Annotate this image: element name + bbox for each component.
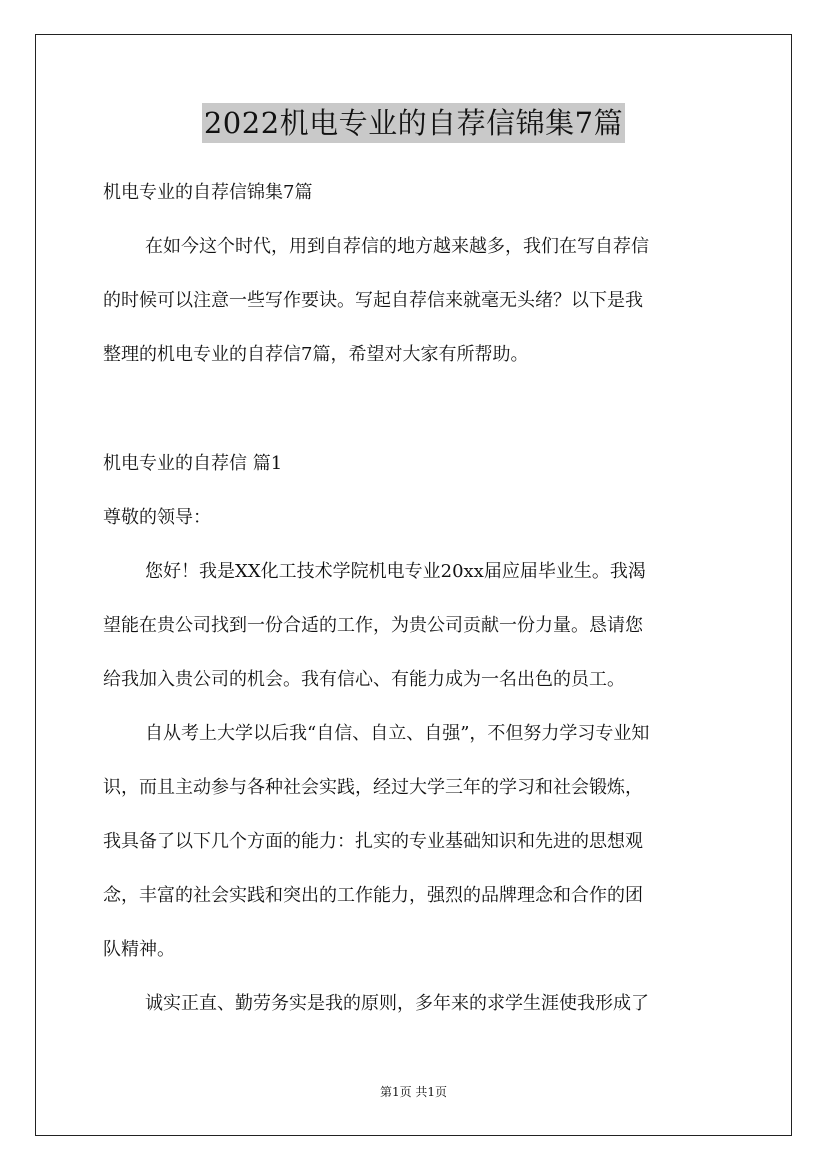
salutation: 尊敬的领导： [103,507,211,528]
paragraph2-line-2: 识，而且主动参与各种社会实践，经过大学三年的学习和社会锻炼， [103,777,643,798]
body-paragraph-3 [103,977,731,1031]
document-title-text: 2022机电专业的自荐信锦集7篇 [202,103,625,143]
paragraph2-line-4: 念，丰富的社会实践和突出的工作能力，强烈的品牌理念和合作的团 [103,885,643,906]
intro-line-2: 的时候可以注意一些写作要诀。写起自荐信来就毫无头绪？以下是我 [103,290,643,311]
paragraph1-line-1: 您好！我是XX化工技术学院机电专业20xx届应届毕业生。我渴 [145,561,646,582]
intro-line-3: 整理的机电专业的自荐信7篇，希望对大家有所帮助。 [103,344,529,365]
body-paragraph-2 [103,707,731,977]
document-title [0,103,827,143]
intro-paragraph [103,220,731,382]
paragraph3-line-1: 诚实正直、勤劳务实是我的原则，多年来的求学生涯使我形成了 [145,993,649,1014]
paragraph1-line-2: 望能在贵公司找到一份合适的工作，为贵公司贡献一份力量。恳请您 [103,615,643,636]
body-paragraph-1 [103,545,731,707]
section-heading: 机电专业的自荐信 篇1 [103,453,283,474]
paragraph2-line-1: 自从考上大学以后我“自信、自立、自强”，不但努力学习专业知 [145,723,650,744]
paragraph2-line-3: 我具备了以下几个方面的能力：扎实的专业基础知识和先进的思想观 [103,831,643,852]
paragraph2-line-5: 队精神。 [103,939,175,960]
paragraph1-line-3: 给我加入贵公司的机会。我有信心、有能力成为一名出色的员工。 [103,669,625,690]
document-subtitle: 机电专业的自荐信锦集7篇 [103,182,313,203]
intro-line-1: 在如今这个时代，用到自荐信的地方越来越多，我们在写自荐信 [145,236,649,257]
page-footer: 第1页 共1页 [379,1085,448,1099]
